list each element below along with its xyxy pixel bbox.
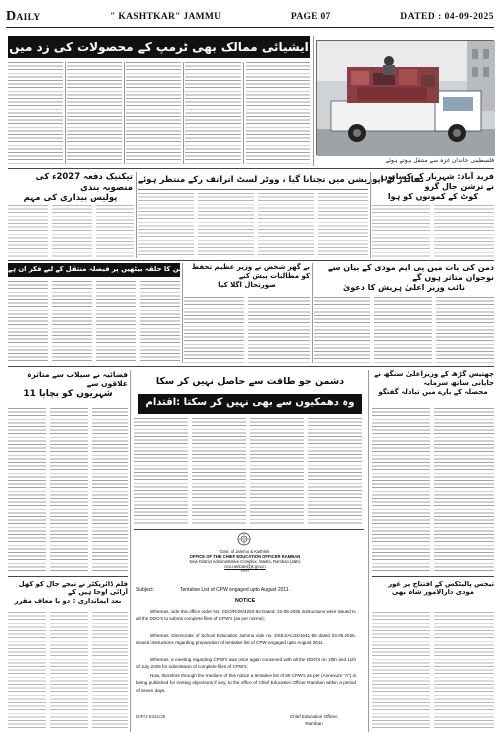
article-column — [92, 612, 128, 730]
article-column — [372, 408, 430, 572]
article-column — [50, 612, 88, 730]
notice-paragraph: Now, therefore through the medium of this notice a tentative list of 89 CPW's as per (Annexure "A") is being published for inviting objections if any, to the office of Chief Education Officer Ramban within a period of seven days. — [136, 673, 356, 693]
article-column — [67, 62, 122, 164]
article-column — [248, 297, 310, 363]
article-column — [250, 418, 304, 526]
article-column — [434, 408, 494, 572]
article-column — [52, 205, 92, 257]
article-column — [138, 193, 194, 257]
article-column — [258, 193, 314, 257]
article-column — [96, 281, 136, 363]
photo-caption: فلسطینی خاندان غزہ سے منتقل ہوتے ہوئے — [385, 157, 494, 164]
headline-banner-top: ایشیائی ممالک بھی ٹرمپ کے محصولات کی زد میں — [8, 36, 310, 58]
article-column — [372, 205, 430, 257]
article-column — [308, 418, 362, 526]
article-column — [8, 408, 46, 572]
article-column — [52, 281, 92, 363]
headline-right-mid: فرید آباد: شہریار کے کسانوں نے ترشن جال گرو کوٹ کے کمونوں کو ہوا — [380, 172, 494, 201]
headline-banner-secondary: الکیشن کا حلقہ بیٹھیں پر فیصلہ منتقل کے لیے فکر ان ہے — [8, 263, 180, 277]
article-column — [436, 297, 494, 363]
article-column — [192, 418, 246, 526]
article-column — [50, 408, 88, 572]
headline-banner-mid: تنتاندر لے اپوزیشن میں تجتانا گیا ، ووٹر لسٹ اتراتف رکے منتظر ہوئے — [138, 172, 368, 190]
article-column — [434, 205, 494, 257]
notice-org-line: OFFICE OF THE CHIEF EDUCATION OFFICER RAMBAN — [189, 554, 301, 559]
article-column — [198, 193, 254, 257]
government-notice — [130, 532, 360, 730]
article-column — [8, 281, 48, 363]
article-column — [8, 205, 48, 257]
news-photo-truck — [316, 40, 494, 155]
notice-paragraph: Whereas, vide this office order No: CEO/R/25/4253-63 Dated: 22-05-2025 instructions were issued to all the DDO's to submit complete files of CPW's (as per norms); — [136, 609, 356, 622]
headline-left-bottom: فلم ڈائریکٹر نے تیجے جال کو کھل آرائی اوجا ہیں کے بعد ایمانداری : دو یا معاف مقرر — [14, 580, 128, 605]
notice-subject: Subject: Tentative List of CPW engaged upto August 2011. — [136, 587, 290, 593]
truck-photo-illustration — [317, 41, 495, 156]
masthead-paper-name: " KASHTKAR" JAMMU — [110, 11, 222, 22]
masthead-page-number: PAGE 07 — [290, 11, 331, 22]
headline-banner-fourth: وہ دھمکیوں سے بھی نہیں کر سکتا :اقتدام — [138, 394, 362, 414]
headline-right-bottom: تیجس پالیٹکس کے افتتاح پر غور مودی دارالامور شاہ بھی — [388, 580, 494, 597]
article-column — [372, 612, 430, 730]
article-column — [134, 418, 188, 526]
masthead-date: DATED : 04-09-2025 — [400, 11, 494, 22]
article-column — [8, 612, 46, 730]
headline-right-fourth: چھتیس گڑھ کے وزیراعلیٰ سنگھ نے جاپانی ساتھ سرمایہ محصلہ کے بارے میں تبادلہ گفتگو — [374, 370, 494, 396]
masthead — [6, 6, 494, 28]
headline-center-third: بے گھر شخص نے وزیر عظیم تحفظ کو مطالبات پیش کیے صورتحال اگلا کیا — [191, 263, 310, 289]
article-column — [140, 281, 180, 363]
headline-left-mid: تیکنیک دفعہ 2027ء کی منصوبہ بندی پولیس بیداری کی مہم — [23, 172, 133, 204]
article-column — [374, 297, 432, 363]
notice-reference: DIP/J-5341/25 — [136, 714, 166, 719]
notice-org-line: ceo.ramban@jk.gov.in — [224, 564, 266, 569]
masthead-daily: DAILY — [6, 8, 41, 24]
notice-paragraph: Whereas, a meeting regarding CPW's was once again convened with all the DDO's on 10th and 11th of July 2025 for submission of complete files of CPW's; — [136, 657, 356, 670]
notice-org-line: New District Administrative Complex, Maitra, Ramban (J&K) — [189, 559, 301, 564]
government-emblem-icon — [237, 532, 251, 546]
headline-right-third: دمن کی بات میں پی ایم مودی کے بیان سے نوجوان متاثر ہوں گے نائب وزیر اعلیٰ ہریش کا دعویٰ — [327, 263, 494, 292]
headline-center-fourth: دشمن جو طاقت سے حاصل نہیں کر سکا — [155, 376, 345, 387]
article-column — [8, 62, 63, 164]
article-column — [185, 62, 241, 164]
article-column — [318, 193, 368, 257]
article-column — [92, 408, 128, 572]
notice-signature: Chief Education Officer, Ramban — [289, 714, 339, 726]
article-column — [184, 297, 244, 363]
article-column — [96, 205, 134, 257]
article-column — [246, 62, 310, 164]
article-column — [434, 612, 494, 730]
headline-left-fourth: فضائیہ نے سیلاب سے متاثرہ علاقوں سے 11 شہریوں کو بچایا — [23, 370, 128, 399]
article-column — [126, 62, 181, 164]
notice-title: NOTICE — [234, 598, 256, 604]
notice-org-line: Govt. of Jammu & Kashmir, — [219, 549, 271, 554]
notice-paragraph: Whereas, Directorate of School Education Jammu vide no. DSEJ/Accts/1641-58 dated 03.05.2025, issued instructions regarding preparation of tentative list of CPW engaged upto August 2011. — [136, 633, 356, 646]
notice-org-line: ***** — [240, 569, 250, 574]
article-column — [314, 297, 370, 363]
